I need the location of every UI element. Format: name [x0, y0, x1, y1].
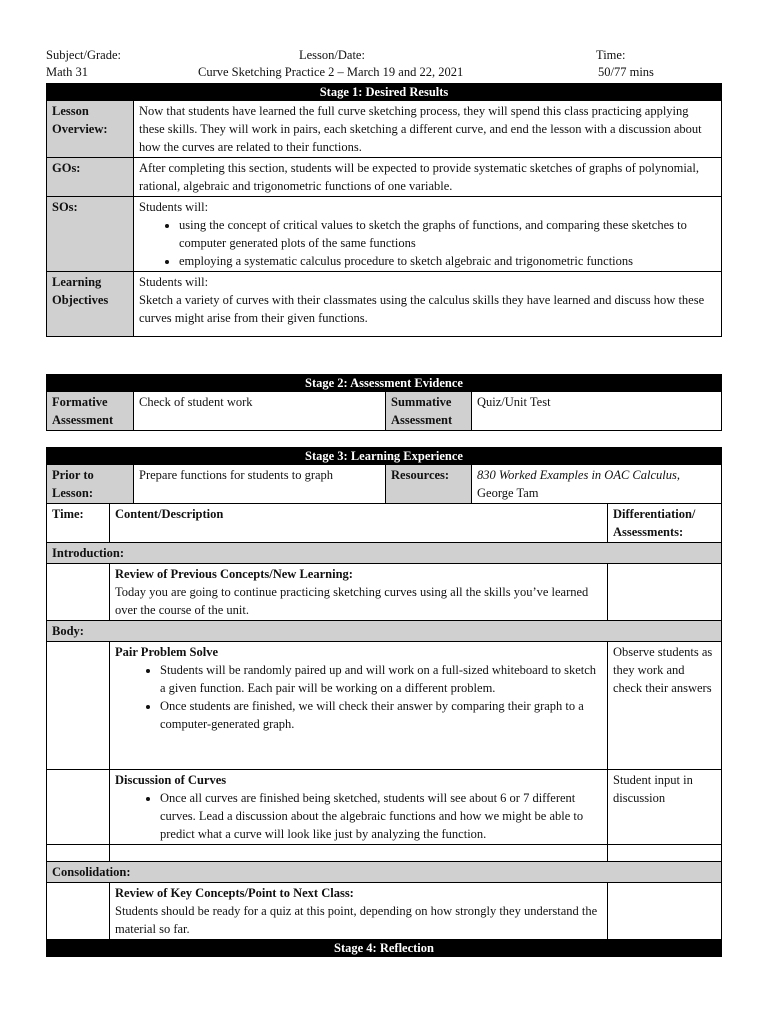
summative-label: Summative Assessment	[386, 392, 472, 431]
pps-diff: Observe students as they work and check their answers	[608, 642, 722, 770]
stage3-table	[46, 447, 722, 957]
stage4-title: Stage 4: Reflection	[47, 940, 722, 957]
consol-time	[47, 883, 110, 940]
intro-time	[47, 564, 110, 621]
sos-intro: Students will:	[139, 200, 209, 214]
stage2-title: Stage 2: Assessment Evidence	[47, 375, 722, 392]
doc-content	[110, 770, 608, 845]
lesson-label: Lesson/Date:	[299, 48, 365, 62]
lo-label: Learning Objectives	[47, 272, 134, 337]
col-content: Content/Description	[110, 504, 608, 543]
subject-value: Math 31	[46, 65, 89, 79]
pps-time	[47, 642, 110, 770]
time-value: 50/77 mins	[598, 65, 654, 79]
gos-label: GOs:	[47, 158, 134, 197]
blank-content	[110, 845, 608, 862]
pps-item: • Students will be randomly paired up and will work on a full-sized whiteboard to sketch a given function. Each pair will be working on a different problem.	[160, 661, 602, 697]
gos-text: After completing this section, students will be expected to provide systematic sketches of graphs of polynomial, rational, algebraic and trigonometric functions of one variable.	[134, 158, 722, 197]
lo-intro: Students will:	[139, 275, 209, 289]
consol-title: Review of Key Concepts/Point to Next Class:	[115, 886, 354, 900]
lo-text: Sketch a variety of curves with their classmates using the calculus skills they have learned and discuss how these curves might arise from their given functions.	[139, 293, 705, 325]
doc-item: • Once all curves are finished being sketched, students will see about 6 or 7 different curves. Lead a discussion about the algebraic functions and how we might be able to predict what a curve will look like just by analyzing the function.	[160, 789, 602, 843]
sos-item: • employing a systematic calculus procedure to sketch algebraic and trigonometric functions	[179, 252, 716, 270]
stage1-table	[46, 83, 722, 337]
stage1-title: Stage 1: Desired Results	[47, 84, 722, 101]
section-body: Body:	[47, 621, 722, 642]
col-time: Time:	[47, 504, 110, 543]
pps-content	[110, 642, 608, 770]
overview-text: Now that students have learned the full curve sketching process, they will spend this class practicing applying these skills. They will work in pairs, each sketching a different curve, and end the lesson with a discussion about how the curves are related to their functions.	[134, 101, 722, 158]
doc-time	[47, 770, 110, 845]
formative-value: Check of student work	[134, 392, 386, 431]
resources-title: 830 Worked Examples in OAC Calculus,	[477, 468, 680, 482]
section-introduction: Introduction:	[47, 543, 722, 564]
intro-text: Today you are going to continue practicing sketching curves using all the skills you’ve learned over the course of the unit.	[115, 585, 589, 617]
stage2-table	[46, 374, 722, 431]
doc-diff: Student input in discussion	[608, 770, 722, 845]
prior-label: Prior to Lesson:	[47, 465, 134, 504]
sos-list	[139, 216, 716, 270]
stage3-title: Stage 3: Learning Experience	[47, 448, 722, 465]
section-consolidation: Consolidation:	[47, 862, 722, 883]
col-diff: Differentiation/ Assessments:	[608, 504, 722, 543]
pps-item: • Once students are finished, we will check their answer by comparing their graph to a computer-generated graph.	[160, 697, 602, 733]
intro-title: Review of Previous Concepts/New Learning:	[115, 567, 353, 581]
consol-content	[110, 883, 608, 940]
sos-cell	[134, 197, 722, 272]
sos-item: • using the concept of critical values to sketch the graphs of functions, and comparing these sketches to computer generated plots of the same functions	[179, 216, 716, 252]
sos-label: SOs:	[47, 197, 134, 272]
pps-list	[115, 661, 602, 733]
formative-label: Formative Assessment	[47, 392, 134, 431]
summative-value: Quiz/Unit Test	[472, 392, 722, 431]
resources-value	[472, 465, 722, 504]
time-label: Time:	[596, 48, 626, 62]
prior-value: Prepare functions for students to graph	[134, 465, 386, 504]
doc-list	[115, 789, 602, 843]
overview-label: Lesson Overview:	[47, 101, 134, 158]
subject-label: Subject/Grade:	[46, 48, 121, 62]
lesson-value: Curve Sketching Practice 2 – March 19 and 22, 2021	[198, 65, 464, 79]
blank-diff	[608, 845, 722, 862]
doc-title: Discussion of Curves	[115, 773, 227, 787]
resources-label: Resources:	[386, 465, 472, 504]
lo-cell	[134, 272, 722, 337]
resources-author: George Tam	[477, 486, 539, 500]
lesson-header	[46, 47, 722, 83]
blank-time	[47, 845, 110, 862]
consol-text: Students should be ready for a quiz at this point, depending on how strongly they understand the material so far.	[115, 904, 598, 936]
consol-diff	[608, 883, 722, 940]
intro-diff	[608, 564, 722, 621]
pps-title: Pair Problem Solve	[115, 645, 218, 659]
intro-content	[110, 564, 608, 621]
